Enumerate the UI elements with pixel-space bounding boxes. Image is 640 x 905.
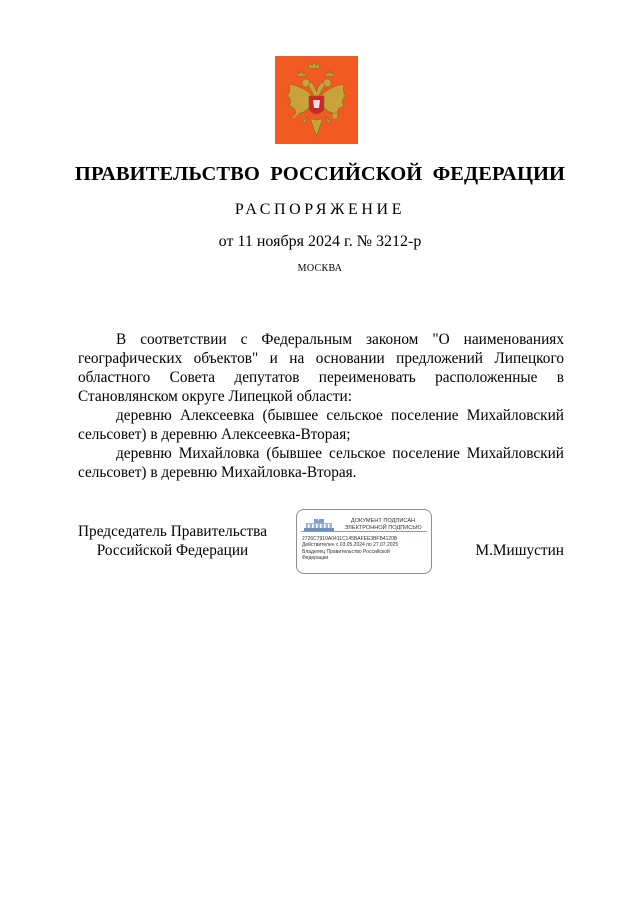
signer-position-line-1: Председатель Правительства <box>78 523 267 540</box>
stamp-owner-line-2: Федерации <box>302 555 329 562</box>
document-date-number: от 11 ноября 2024 г. № 3212-р <box>218 233 422 250</box>
stamp-info <box>302 536 428 562</box>
signer-position-line-2: Российской Федерации <box>96 542 249 559</box>
government-building-icon <box>304 518 334 536</box>
signer-position <box>70 522 275 560</box>
stamp-certificate: 2726C7910A0411C145BAFEE3BFB4120B <box>302 536 398 542</box>
signer-name: М.Мишустин <box>475 542 564 559</box>
stamp-title-line-1: ДОКУМЕНТ ПОДПИСАН <box>350 518 416 524</box>
electronic-signature-stamp <box>296 509 432 574</box>
stamp-owner-line-1: Владелец Правительство Российской <box>302 548 390 555</box>
body-paragraph-item-2: деревню Михайловка (бывшее сельское поселение Михайловский сельсовет) в деревню Михайловка-Вторая. <box>78 445 564 481</box>
document-city: МОСКВА <box>297 263 343 274</box>
document-type: РАСПОРЯЖЕНИЕ <box>234 201 406 218</box>
document-body <box>78 330 564 482</box>
stamp-validity: Действителен с 03.05.2024 по 27.07.2025 <box>302 542 399 549</box>
stamp-title <box>337 518 429 531</box>
body-paragraph-intro: В соответствии с Федеральным законом "О наименованиях географических объектов" и на основании предложений Липецкого областного Совета депутатов переименовать расположенные в Становлянском округе Липецкой области: <box>78 331 564 405</box>
government-title: ПРАВИТЕЛЬСТВО РОССИЙСКОЙ ФЕДЕРАЦИИ <box>74 163 566 185</box>
body-paragraph-item-1: деревню Алексеевка (бывшее сельское поселение Михайловский сельсовет) в деревню Алексеевка-Вторая; <box>78 407 564 443</box>
coat-of-arms-icon <box>275 56 358 144</box>
stamp-title-line-2: ЭЛЕКТРОННОЙ ПОДПИСЬЮ <box>344 524 422 531</box>
stamp-divider <box>301 531 427 532</box>
